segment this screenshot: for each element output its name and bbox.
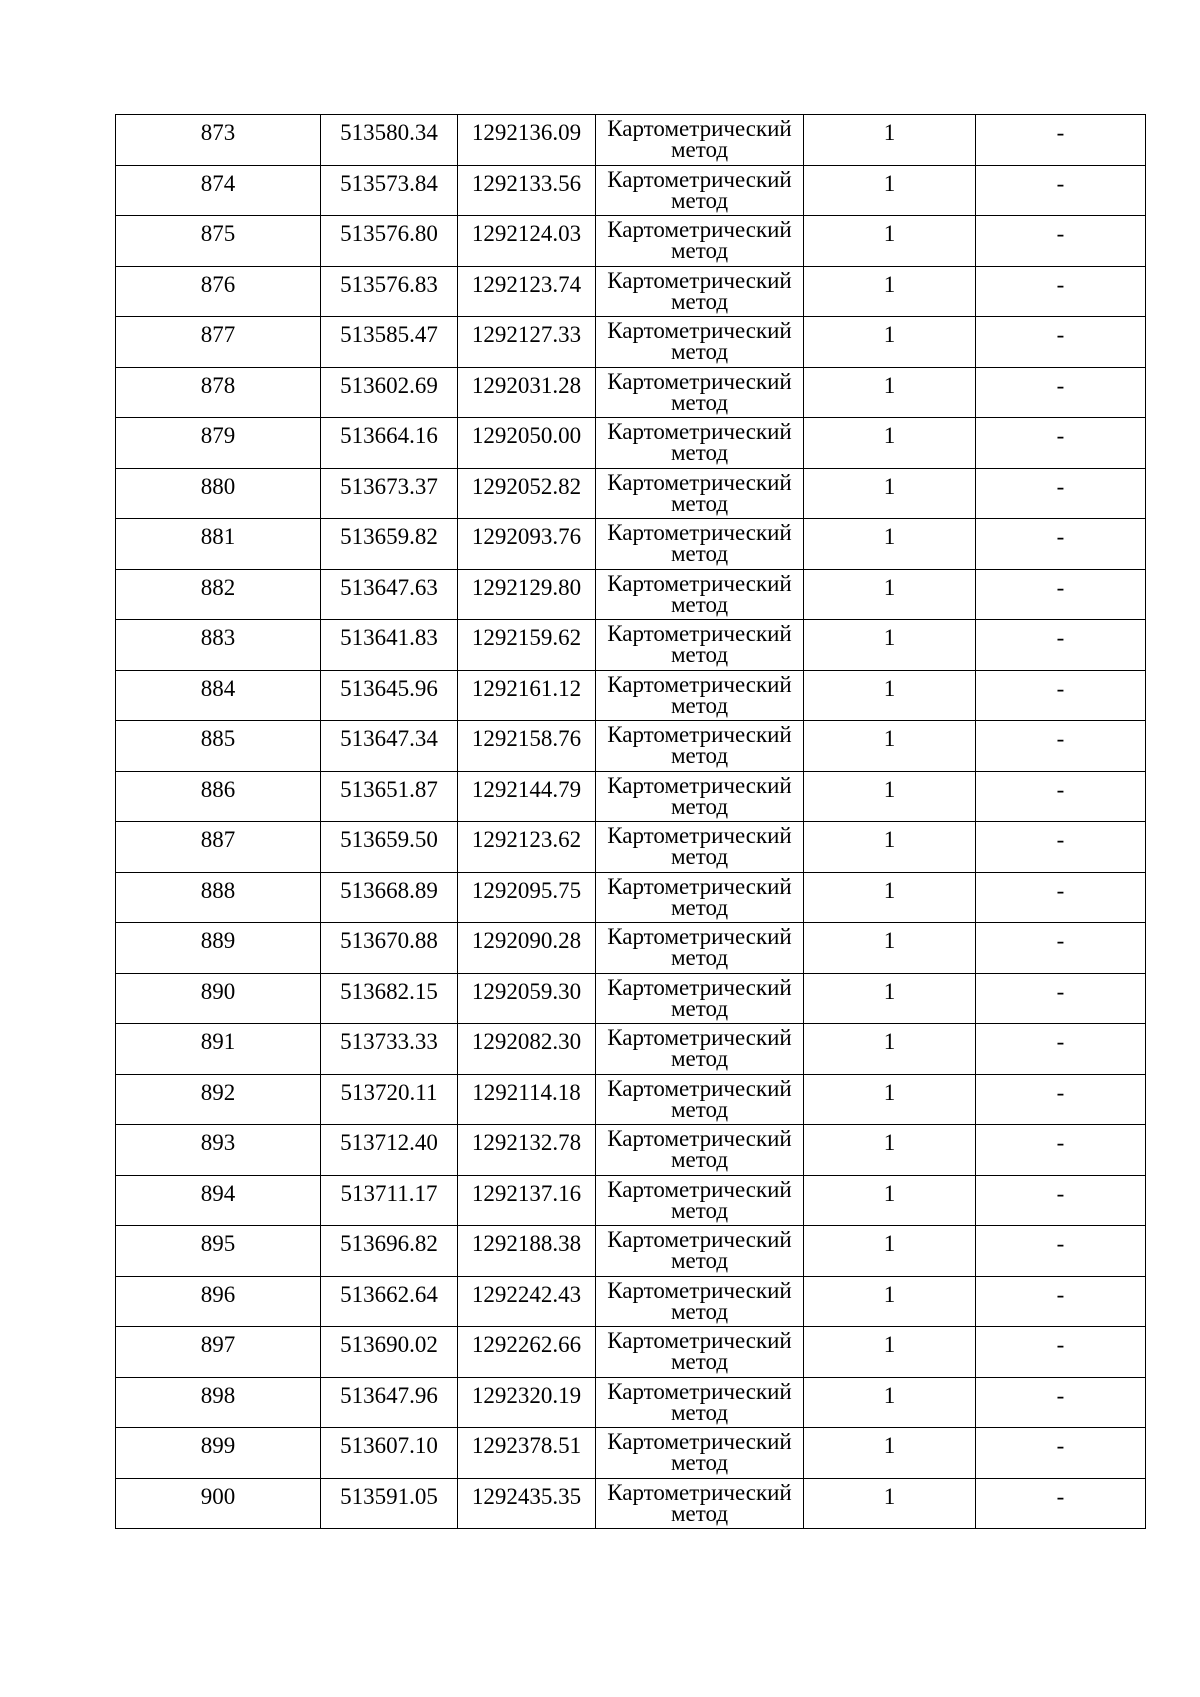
point-number-cell: 880 <box>116 468 321 519</box>
note-cell: - <box>976 822 1146 873</box>
point-number-cell: 887 <box>116 822 321 873</box>
method-line-1: Картометрический <box>607 368 792 394</box>
method-cell <box>596 1478 804 1529</box>
accuracy-cell: 1 <box>804 620 976 671</box>
x-coordinate-cell: 513690.02 <box>321 1327 458 1378</box>
note-cell: - <box>976 1175 1146 1226</box>
x-coordinate-cell: 513670.88 <box>321 923 458 974</box>
note-cell: - <box>976 670 1146 721</box>
method-line-1: Картометрический <box>607 1378 792 1404</box>
y-coordinate-cell: 1292132.78 <box>458 1125 596 1176</box>
accuracy-cell: 1 <box>804 1226 976 1277</box>
note-cell: - <box>976 721 1146 772</box>
accuracy-cell: 1 <box>804 872 976 923</box>
accuracy-cell: 1 <box>804 670 976 721</box>
method-line-1: Картометрический <box>607 772 792 798</box>
method-cell <box>596 872 804 923</box>
accuracy-cell: 1 <box>804 1125 976 1176</box>
table-row <box>116 468 1146 519</box>
y-coordinate-cell: 1292378.51 <box>458 1428 596 1479</box>
table-row <box>116 721 1146 772</box>
method-line-1: Картометрический <box>607 924 792 949</box>
point-number-cell: 878 <box>116 367 321 418</box>
method-line-2: метод <box>670 1096 729 1122</box>
accuracy-cell: 1 <box>804 1428 976 1479</box>
x-coordinate-cell: 513664.16 <box>321 418 458 469</box>
method-cell <box>596 771 804 822</box>
accuracy-cell: 1 <box>804 367 976 418</box>
method-line-1: Картометрический <box>607 1429 792 1454</box>
method-cell <box>596 721 804 772</box>
method-line-2: метод <box>670 339 729 364</box>
method-cell <box>596 519 804 570</box>
x-coordinate-cell: 513647.34 <box>321 721 458 772</box>
x-coordinate-cell: 513659.50 <box>321 822 458 873</box>
x-coordinate-cell: 513662.64 <box>321 1276 458 1327</box>
note-cell: - <box>976 1226 1146 1277</box>
method-line-1: Картометрический <box>607 267 792 293</box>
table-row <box>116 266 1146 317</box>
method-line-1: Картометрический <box>607 873 792 899</box>
method-line-1: Картометрический <box>607 671 792 697</box>
y-coordinate-cell: 1292127.33 <box>458 317 596 368</box>
table-row <box>116 1428 1146 1479</box>
method-line-2: метод <box>670 137 729 162</box>
note-cell: - <box>976 1024 1146 1075</box>
note-cell: - <box>976 973 1146 1024</box>
method-cell <box>596 1428 804 1479</box>
method-line-1: Картометрический <box>607 1479 792 1505</box>
method-line-2: метод <box>670 692 729 718</box>
method-cell <box>596 1024 804 1075</box>
method-line-1: Картометрический <box>607 974 792 1000</box>
point-number-cell: 876 <box>116 266 321 317</box>
x-coordinate-cell: 513673.37 <box>321 468 458 519</box>
note-cell: - <box>976 872 1146 923</box>
method-line-1: Картометрический <box>607 570 792 596</box>
point-number-cell: 900 <box>116 1478 321 1529</box>
y-coordinate-cell: 1292123.74 <box>458 266 596 317</box>
table-row <box>116 1226 1146 1277</box>
point-number-cell: 886 <box>116 771 321 822</box>
method-cell <box>596 1276 804 1327</box>
method-line-2: метод <box>670 1500 729 1526</box>
method-line-2: метод <box>670 490 729 516</box>
method-line-2: метод <box>670 1046 729 1071</box>
y-coordinate-cell: 1292262.66 <box>458 1327 596 1378</box>
y-coordinate-cell: 1292123.62 <box>458 822 596 873</box>
accuracy-cell: 1 <box>804 569 976 620</box>
method-line-1: Картометрический <box>607 722 792 747</box>
method-line-1: Картометрический <box>607 1126 792 1151</box>
method-line-2: метод <box>670 894 729 920</box>
y-coordinate-cell: 1292050.00 <box>458 418 596 469</box>
y-coordinate-cell: 1292031.28 <box>458 367 596 418</box>
x-coordinate-cell: 513585.47 <box>321 317 458 368</box>
note-cell: - <box>976 216 1146 267</box>
x-coordinate-cell: 513733.33 <box>321 1024 458 1075</box>
method-line-2: метод <box>670 1147 729 1172</box>
method-cell <box>596 418 804 469</box>
accuracy-cell: 1 <box>804 115 976 166</box>
method-line-2: метод <box>670 591 729 617</box>
method-line-2: метод <box>670 440 729 465</box>
coordinates-table <box>115 114 1146 1529</box>
method-cell <box>596 923 804 974</box>
x-coordinate-cell: 513711.17 <box>321 1175 458 1226</box>
y-coordinate-cell: 1292133.56 <box>458 165 596 216</box>
note-cell: - <box>976 165 1146 216</box>
x-coordinate-cell: 513647.96 <box>321 1377 458 1428</box>
table-row <box>116 771 1146 822</box>
point-number-cell: 893 <box>116 1125 321 1176</box>
table-row <box>116 519 1146 570</box>
method-line-2: метод <box>670 1197 729 1223</box>
accuracy-cell: 1 <box>804 1327 976 1378</box>
method-line-2: метод <box>670 743 729 768</box>
y-coordinate-cell: 1292188.38 <box>458 1226 596 1277</box>
accuracy-cell: 1 <box>804 822 976 873</box>
note-cell: - <box>976 266 1146 317</box>
method-line-2: метод <box>670 238 729 263</box>
table-row <box>116 367 1146 418</box>
y-coordinate-cell: 1292161.12 <box>458 670 596 721</box>
method-cell <box>596 216 804 267</box>
y-coordinate-cell: 1292158.76 <box>458 721 596 772</box>
table-row <box>116 418 1146 469</box>
method-line-2: метод <box>670 187 729 213</box>
x-coordinate-cell: 513576.83 <box>321 266 458 317</box>
table-row <box>116 620 1146 671</box>
note-cell: - <box>976 367 1146 418</box>
x-coordinate-cell: 513659.82 <box>321 519 458 570</box>
y-coordinate-cell: 1292052.82 <box>458 468 596 519</box>
note-cell: - <box>976 1428 1146 1479</box>
method-line-2: метод <box>670 642 729 667</box>
accuracy-cell: 1 <box>804 165 976 216</box>
note-cell: - <box>976 1125 1146 1176</box>
point-number-cell: 896 <box>116 1276 321 1327</box>
point-number-cell: 892 <box>116 1074 321 1125</box>
x-coordinate-cell: 513696.82 <box>321 1226 458 1277</box>
accuracy-cell: 1 <box>804 1276 976 1327</box>
method-line-1: Картометрический <box>607 1277 792 1303</box>
point-number-cell: 889 <box>116 923 321 974</box>
y-coordinate-cell: 1292435.35 <box>458 1478 596 1529</box>
accuracy-cell: 1 <box>804 771 976 822</box>
accuracy-cell: 1 <box>804 1024 976 1075</box>
y-coordinate-cell: 1292093.76 <box>458 519 596 570</box>
note-cell: - <box>976 519 1146 570</box>
table-row <box>116 1478 1146 1529</box>
accuracy-cell: 1 <box>804 266 976 317</box>
table-row <box>116 670 1146 721</box>
note-cell: - <box>976 115 1146 166</box>
method-cell <box>596 115 804 166</box>
method-line-1: Картометрический <box>607 1328 792 1353</box>
note-cell: - <box>976 620 1146 671</box>
method-cell <box>596 1074 804 1125</box>
method-cell <box>596 1125 804 1176</box>
note-cell: - <box>976 923 1146 974</box>
y-coordinate-cell: 1292159.62 <box>458 620 596 671</box>
point-number-cell: 877 <box>116 317 321 368</box>
accuracy-cell: 1 <box>804 721 976 772</box>
method-line-2: метод <box>670 1298 729 1324</box>
table-row <box>116 822 1146 873</box>
accuracy-cell: 1 <box>804 923 976 974</box>
method-line-1: Картометрический <box>607 217 792 242</box>
x-coordinate-cell: 513647.63 <box>321 569 458 620</box>
x-coordinate-cell: 513591.05 <box>321 1478 458 1529</box>
x-coordinate-cell: 513580.34 <box>321 115 458 166</box>
accuracy-cell: 1 <box>804 973 976 1024</box>
table-row <box>116 1276 1146 1327</box>
note-cell: - <box>976 1276 1146 1327</box>
method-line-2: метод <box>670 288 729 314</box>
method-cell <box>596 1175 804 1226</box>
y-coordinate-cell: 1292124.03 <box>458 216 596 267</box>
x-coordinate-cell: 513668.89 <box>321 872 458 923</box>
table-row <box>116 1327 1146 1378</box>
method-cell <box>596 569 804 620</box>
accuracy-cell: 1 <box>804 216 976 267</box>
method-line-1: Картометрический <box>607 469 792 495</box>
method-cell <box>596 468 804 519</box>
x-coordinate-cell: 513712.40 <box>321 1125 458 1176</box>
point-number-cell: 898 <box>116 1377 321 1428</box>
method-line-1: Картометрический <box>607 1075 792 1101</box>
accuracy-cell: 1 <box>804 418 976 469</box>
accuracy-cell: 1 <box>804 1074 976 1125</box>
note-cell: - <box>976 569 1146 620</box>
x-coordinate-cell: 513645.96 <box>321 670 458 721</box>
point-number-cell: 879 <box>116 418 321 469</box>
y-coordinate-cell: 1292144.79 <box>458 771 596 822</box>
table-row <box>116 317 1146 368</box>
method-line-1: Картометрический <box>607 1176 792 1202</box>
table-row <box>116 973 1146 1024</box>
method-line-1: Картометрический <box>607 419 792 444</box>
x-coordinate-cell: 513576.80 <box>321 216 458 267</box>
method-cell <box>596 822 804 873</box>
x-coordinate-cell: 513607.10 <box>321 1428 458 1479</box>
x-coordinate-cell: 513573.84 <box>321 165 458 216</box>
method-cell <box>596 165 804 216</box>
y-coordinate-cell: 1292059.30 <box>458 973 596 1024</box>
note-cell: - <box>976 468 1146 519</box>
point-number-cell: 884 <box>116 670 321 721</box>
table-row <box>116 1024 1146 1075</box>
method-line-2: метод <box>670 1248 729 1273</box>
method-line-2: метод <box>670 945 729 970</box>
method-line-1: Картометрический <box>607 520 792 545</box>
method-cell <box>596 266 804 317</box>
y-coordinate-cell: 1292137.16 <box>458 1175 596 1226</box>
method-cell <box>596 670 804 721</box>
table-row <box>116 165 1146 216</box>
point-number-cell: 899 <box>116 1428 321 1479</box>
accuracy-cell: 1 <box>804 1377 976 1428</box>
table-row <box>116 1175 1146 1226</box>
table-row <box>116 872 1146 923</box>
method-line-2: метод <box>670 389 729 415</box>
table-row <box>116 216 1146 267</box>
y-coordinate-cell: 1292082.30 <box>458 1024 596 1075</box>
point-number-cell: 894 <box>116 1175 321 1226</box>
method-line-2: метод <box>670 844 729 869</box>
x-coordinate-cell: 513641.83 <box>321 620 458 671</box>
method-cell <box>596 973 804 1024</box>
point-number-cell: 885 <box>116 721 321 772</box>
method-line-1: Картометрический <box>607 1025 792 1050</box>
y-coordinate-cell: 1292320.19 <box>458 1377 596 1428</box>
note-cell: - <box>976 418 1146 469</box>
point-number-cell: 888 <box>116 872 321 923</box>
accuracy-cell: 1 <box>804 317 976 368</box>
point-number-cell: 882 <box>116 569 321 620</box>
note-cell: - <box>976 1377 1146 1428</box>
point-number-cell: 873 <box>116 115 321 166</box>
method-line-1: Картометрический <box>607 823 792 848</box>
note-cell: - <box>976 771 1146 822</box>
method-line-2: метод <box>670 1399 729 1425</box>
method-cell <box>596 620 804 671</box>
method-line-1: Картометрический <box>607 1227 792 1252</box>
table-row <box>116 1074 1146 1125</box>
note-cell: - <box>976 1074 1146 1125</box>
method-line-1: Картометрический <box>607 116 792 141</box>
method-cell <box>596 317 804 368</box>
method-cell <box>596 1226 804 1277</box>
method-line-2: метод <box>670 1450 729 1475</box>
accuracy-cell: 1 <box>804 468 976 519</box>
point-number-cell: 890 <box>116 973 321 1024</box>
point-number-cell: 895 <box>116 1226 321 1277</box>
accuracy-cell: 1 <box>804 1478 976 1529</box>
y-coordinate-cell: 1292129.80 <box>458 569 596 620</box>
note-cell: - <box>976 317 1146 368</box>
method-line-2: метод <box>670 1349 729 1374</box>
method-line-1: Картометрический <box>607 166 792 192</box>
accuracy-cell: 1 <box>804 519 976 570</box>
method-line-1: Картометрический <box>607 621 792 646</box>
point-number-cell: 883 <box>116 620 321 671</box>
y-coordinate-cell: 1292095.75 <box>458 872 596 923</box>
y-coordinate-cell: 1292242.43 <box>458 1276 596 1327</box>
table-row <box>116 1125 1146 1176</box>
method-cell <box>596 1327 804 1378</box>
table-row <box>116 923 1146 974</box>
method-cell <box>596 1377 804 1428</box>
point-number-cell: 874 <box>116 165 321 216</box>
x-coordinate-cell: 513651.87 <box>321 771 458 822</box>
point-number-cell: 897 <box>116 1327 321 1378</box>
method-line-1: Картометрический <box>607 318 792 343</box>
table-row <box>116 1377 1146 1428</box>
x-coordinate-cell: 513720.11 <box>321 1074 458 1125</box>
table-body <box>116 115 1146 1529</box>
method-cell <box>596 367 804 418</box>
point-number-cell: 891 <box>116 1024 321 1075</box>
method-line-2: метод <box>670 793 729 819</box>
table-row <box>116 115 1146 166</box>
y-coordinate-cell: 1292090.28 <box>458 923 596 974</box>
x-coordinate-cell: 513682.15 <box>321 973 458 1024</box>
method-line-2: метод <box>670 995 729 1021</box>
x-coordinate-cell: 513602.69 <box>321 367 458 418</box>
accuracy-cell: 1 <box>804 1175 976 1226</box>
point-number-cell: 881 <box>116 519 321 570</box>
note-cell: - <box>976 1478 1146 1529</box>
y-coordinate-cell: 1292114.18 <box>458 1074 596 1125</box>
point-number-cell: 875 <box>116 216 321 267</box>
note-cell: - <box>976 1327 1146 1378</box>
table-row <box>116 569 1146 620</box>
y-coordinate-cell: 1292136.09 <box>458 115 596 166</box>
method-line-2: метод <box>670 541 729 566</box>
